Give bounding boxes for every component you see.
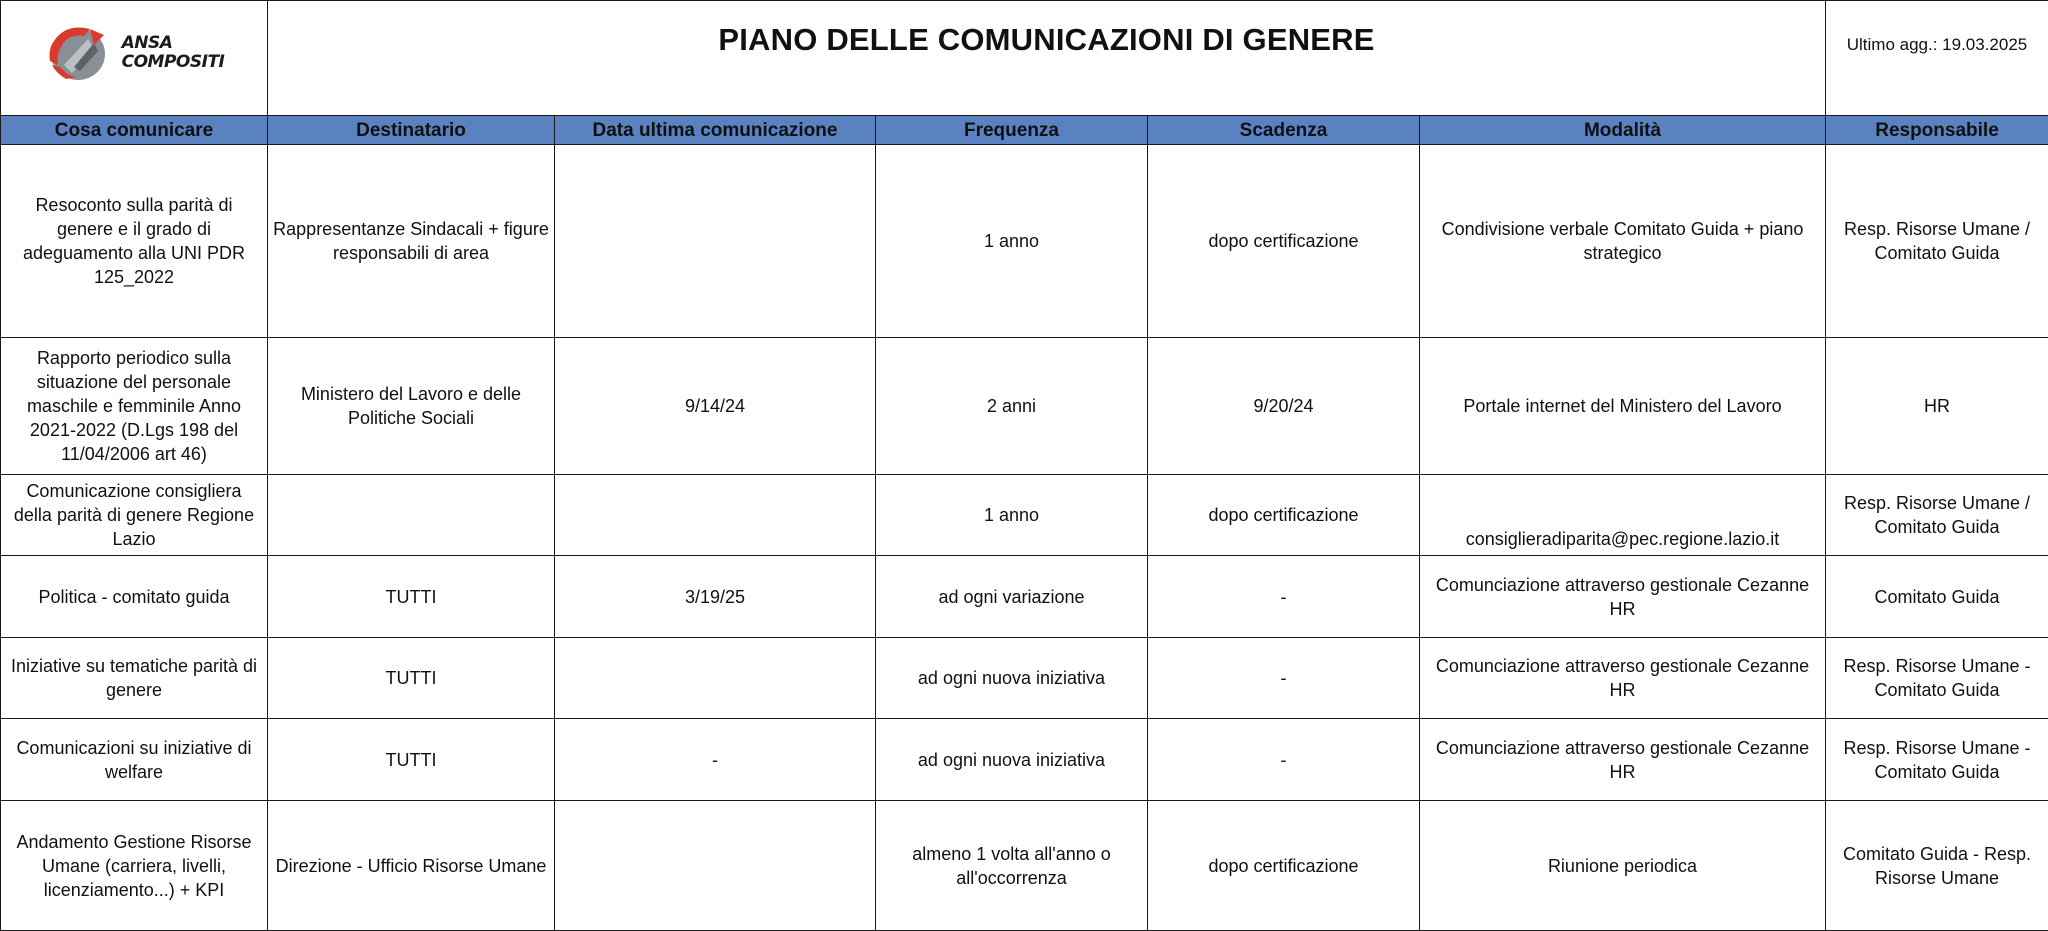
table-row <box>1 719 2048 801</box>
table-row <box>1 801 2048 931</box>
table-cell: Resoconto sulla parità di genere e il grado di adeguamento alla UNI PDR 125_2022 <box>1 145 268 338</box>
table-cell <box>555 801 876 931</box>
table-cell: TUTTI <box>268 719 555 801</box>
table-cell: - <box>1148 556 1420 638</box>
page-title: PIANO DELLE COMUNICAZIONI DI GENERE <box>718 22 1375 57</box>
table-cell: almeno 1 volta all'anno o all'occorrenza <box>876 801 1148 931</box>
column-header: Cosa comunicare <box>1 116 268 145</box>
table-cell: Politica - comitato guida <box>1 556 268 638</box>
table-cell: ad ogni variazione <box>876 556 1148 638</box>
table-cell: - <box>555 719 876 801</box>
table-cell: Iniziative su tematiche parità di genere <box>1 638 268 719</box>
table-cell: dopo certificazione <box>1148 145 1420 338</box>
column-header: Responsabile <box>1826 116 2048 145</box>
document-header <box>1 1 2048 116</box>
table-cell: Comunciazione attraverso gestionale Cezanne HR <box>1420 638 1826 719</box>
table-cell <box>555 145 876 338</box>
table-row <box>1 556 2048 638</box>
table-row <box>1 475 2048 556</box>
table-cell: 1 anno <box>876 145 1148 338</box>
table-cell: Condivisione verbale Comitato Guida + piano strategico <box>1420 145 1826 338</box>
table-cell: ad ogni nuova iniziativa <box>876 638 1148 719</box>
table-cell: Resp. Risorse Umane / Comitato Guida <box>1826 475 2048 556</box>
table-cell: Direzione - Ufficio Risorse Umane <box>268 801 555 931</box>
table-cell: Rapporto periodico sulla situazione del personale maschile e femminile Anno 2021-2022 (D.Lgs 198 del 11/04/2006 art 46) <box>1 338 268 475</box>
table-cell: TUTTI <box>268 556 555 638</box>
table-cell: dopo certificazione <box>1148 801 1420 931</box>
table-row <box>1 338 2048 475</box>
table-cell: dopo certificazione <box>1148 475 1420 556</box>
company-logo <box>1 21 267 85</box>
table-cell: - <box>1148 638 1420 719</box>
logo-mark-icon <box>44 21 116 85</box>
table-cell: Comunciazione attraverso gestionale Cezanne HR <box>1420 556 1826 638</box>
column-header: Frequenza <box>876 116 1148 145</box>
table-cell: - <box>1148 719 1420 801</box>
update-cell <box>1826 1 2048 116</box>
table-cell: Comitato Guida - Resp. Risorse Umane <box>1826 801 2048 931</box>
table-cell: 3/19/25 <box>555 556 876 638</box>
table-cell: Comunciazione attraverso gestionale Cezanne HR <box>1420 719 1826 801</box>
table-cell: 2 anni <box>876 338 1148 475</box>
column-header: Data ultima comunicazione <box>555 116 876 145</box>
table-cell: Rappresentanze Sindacali + figure responsabili di area <box>268 145 555 338</box>
table-cell: TUTTI <box>268 638 555 719</box>
column-header: Destinatario <box>268 116 555 145</box>
table-cell: ad ogni nuova iniziativa <box>876 719 1148 801</box>
table-row <box>1 145 2048 338</box>
table-cell <box>268 475 555 556</box>
table-cell: HR <box>1826 338 2048 475</box>
table-cell <box>555 638 876 719</box>
table-cell: Andamento Gestione Risorse Umane (carriera, livelli, licenziamento...) + KPI <box>1 801 268 931</box>
table-cell: Ministero del Lavoro e delle Politiche Sociali <box>268 338 555 475</box>
table-cell: Comunicazione consigliera della parità di genere Regione Lazio <box>1 475 268 556</box>
table-cell: Riunione periodica <box>1420 801 1826 931</box>
table-cell: Resp. Risorse Umane - Comitato Guida <box>1826 719 2048 801</box>
table-cell <box>555 475 876 556</box>
logo-cell <box>1 1 268 116</box>
column-header: Modalità <box>1420 116 1826 145</box>
last-updated-label: Ultimo agg.: 19.03.2025 <box>1846 34 2028 54</box>
table-cell: 9/14/24 <box>555 338 876 475</box>
table-cell: Resp. Risorse Umane / Comitato Guida <box>1826 145 2048 338</box>
email-link[interactable]: consiglieradiparita@pec.regione.lazio.it <box>1420 475 1826 556</box>
table-cell: Comitato Guida <box>1826 556 2048 638</box>
title-cell <box>268 1 1826 116</box>
table-row <box>1 638 2048 719</box>
table-cell: 1 anno <box>876 475 1148 556</box>
column-header-row <box>1 116 2048 145</box>
logo-wordmark: ANSA COMPOSITI <box>121 33 225 72</box>
table-cell: 9/20/24 <box>1148 338 1420 475</box>
column-header: Scadenza <box>1148 116 1420 145</box>
table-cell: Portale internet del Ministero del Lavoro <box>1420 338 1826 475</box>
table-cell: Resp. Risorse Umane - Comitato Guida <box>1826 638 2048 719</box>
table-cell: Comunicazioni su iniziative di welfare <box>1 719 268 801</box>
